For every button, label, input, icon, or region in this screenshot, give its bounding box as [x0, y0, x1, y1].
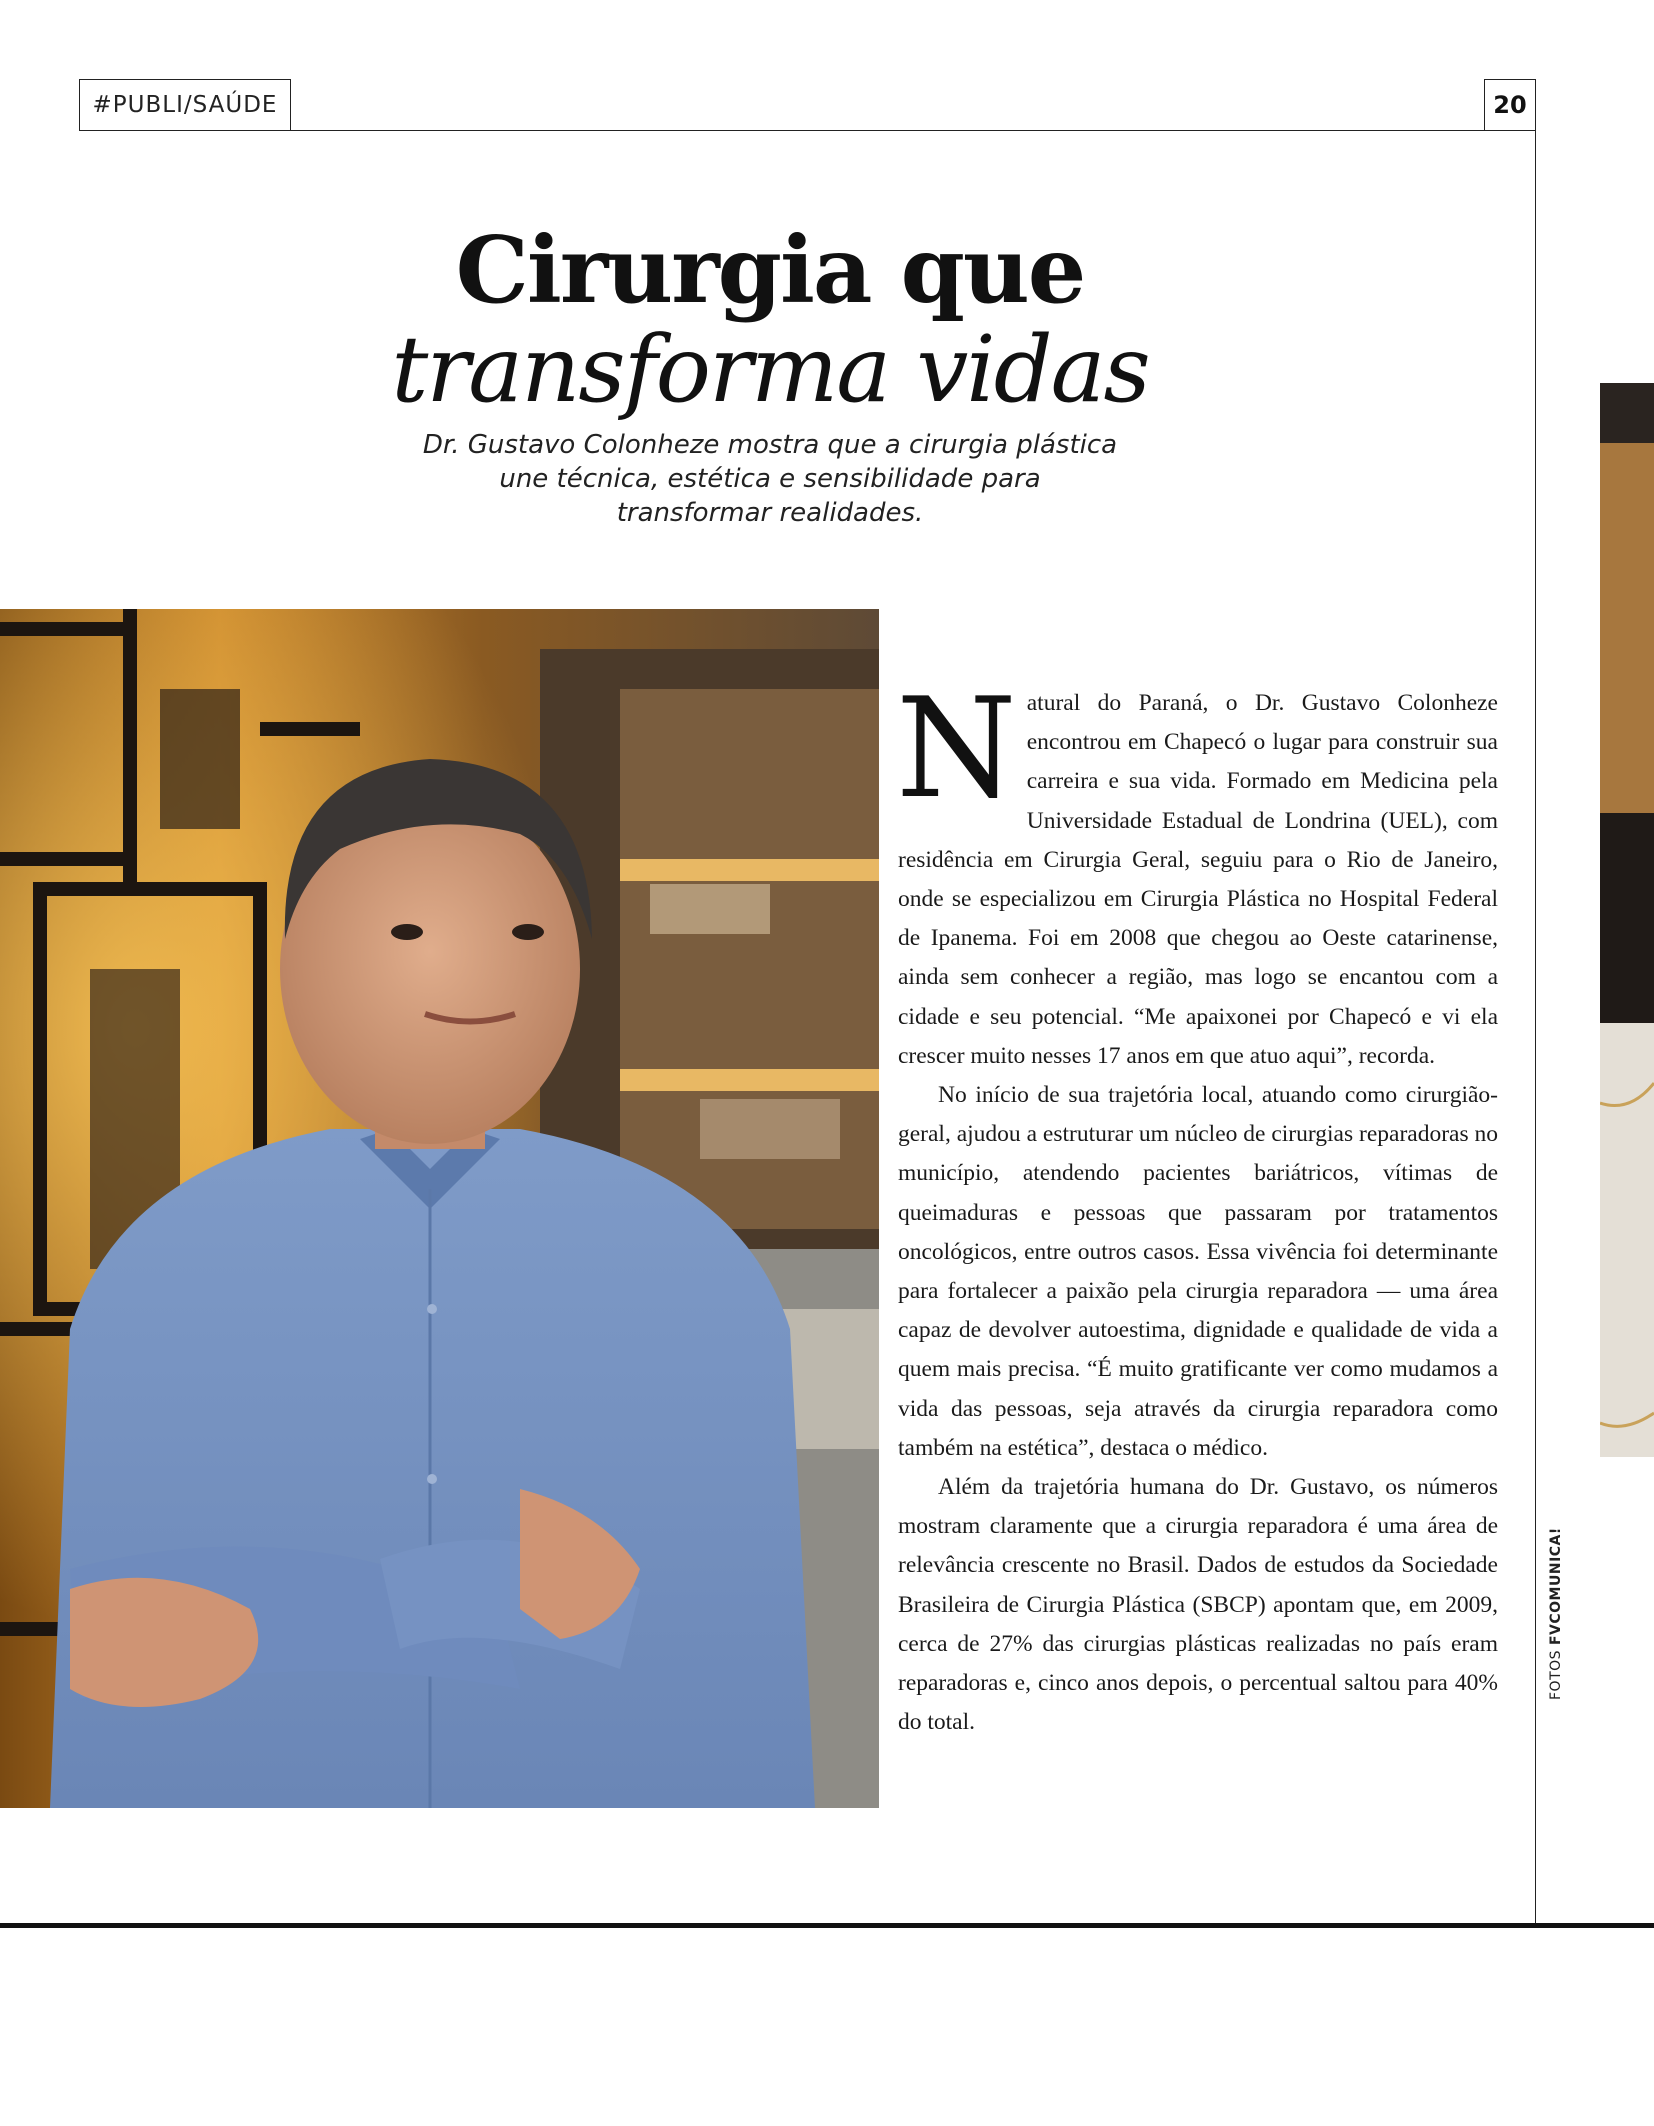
paragraph-1-text: atural do Paraná, o Dr. Gustavo Colonheze encontrou em Chapecó o lugar para construir sua carreira e sua vida. Formado em Medicina pela Universidade Estadual de Londrina (UEL), com residência em Cirurgia Geral, seguiu para o Rio de Janeiro, onde se especializou em Cirurgia Plástica no Hospital Federal de Ipanema. Foi em 2008 que chegou ao Oeste catarinense, ainda sem conhecer a região, mas logo se encantou com a cidade e seu potencial. “Me apaixonei por Chapecó e vi ela crescer muito nesses 17 anos em que atuo aqui”, recorda. [898, 690, 1498, 1069]
title-line-2: transforma vidas [391, 316, 1149, 423]
article-body [896, 668, 1498, 1742]
paragraph-1 [896, 668, 1498, 1076]
photo-credit-name: FVCOMUNICA! [1548, 1527, 1564, 1646]
header-rule [79, 130, 1535, 131]
section-tag: #PUBLI/SAÚDE [79, 79, 291, 131]
title-line-1: Cirurgia que [455, 216, 1085, 324]
article-title [380, 216, 1160, 423]
paragraph-3: Além da trajetória humana do Dr. Gustavo, os números mostram claramente que a cirurgia reparadora é uma área de relevância crescente no Brasil. Dados de estudos da Sociedade Brasileira de Cirurgia Plástica (SBCP) apontam que, em 2009, cerca de 27% das cirurgias plásticas realizadas no país eram reparadoras e, cinco anos depois, o percentual saltou para 40% do total. [898, 1474, 1498, 1736]
margin-rule [1535, 130, 1536, 1928]
doctor-portrait-photo [0, 609, 879, 1808]
drop-cap: N [896, 668, 1017, 829]
adjacent-page-photo-edge [1600, 383, 1654, 1457]
photo-credit-label: FOTOS [1548, 1649, 1564, 1700]
photo-credit [1548, 1527, 1564, 1700]
footer-rule [0, 1923, 1654, 1928]
page-number: 20 [1484, 79, 1536, 131]
article-subtitle: Dr. Gustavo Colonheze mostra que a cirurgia plástica une técnica, estética e sensibilidade para transformar realidades. [422, 430, 1118, 528]
paragraph-2: No início de sua trajetória local, atuando como cirurgião-geral, ajudou a estruturar um núcleo de cirurgias reparadoras no município, atendendo pacientes bariátricos, vítimas de queimaduras e pessoas que passaram por tratamentos oncológicos, entre outros casos. Essa vivência foi determinante para fortalecer a paixão pela cirurgia reparadora — uma área capaz de devolver autoestima, dignidade e qualidade de vida a quem mais precisa. “É muito gratificante ver como mudamos a vida das pessoas, seja através da cirurgia reparadora como também na estética”, destaca o médico. [898, 1082, 1498, 1461]
